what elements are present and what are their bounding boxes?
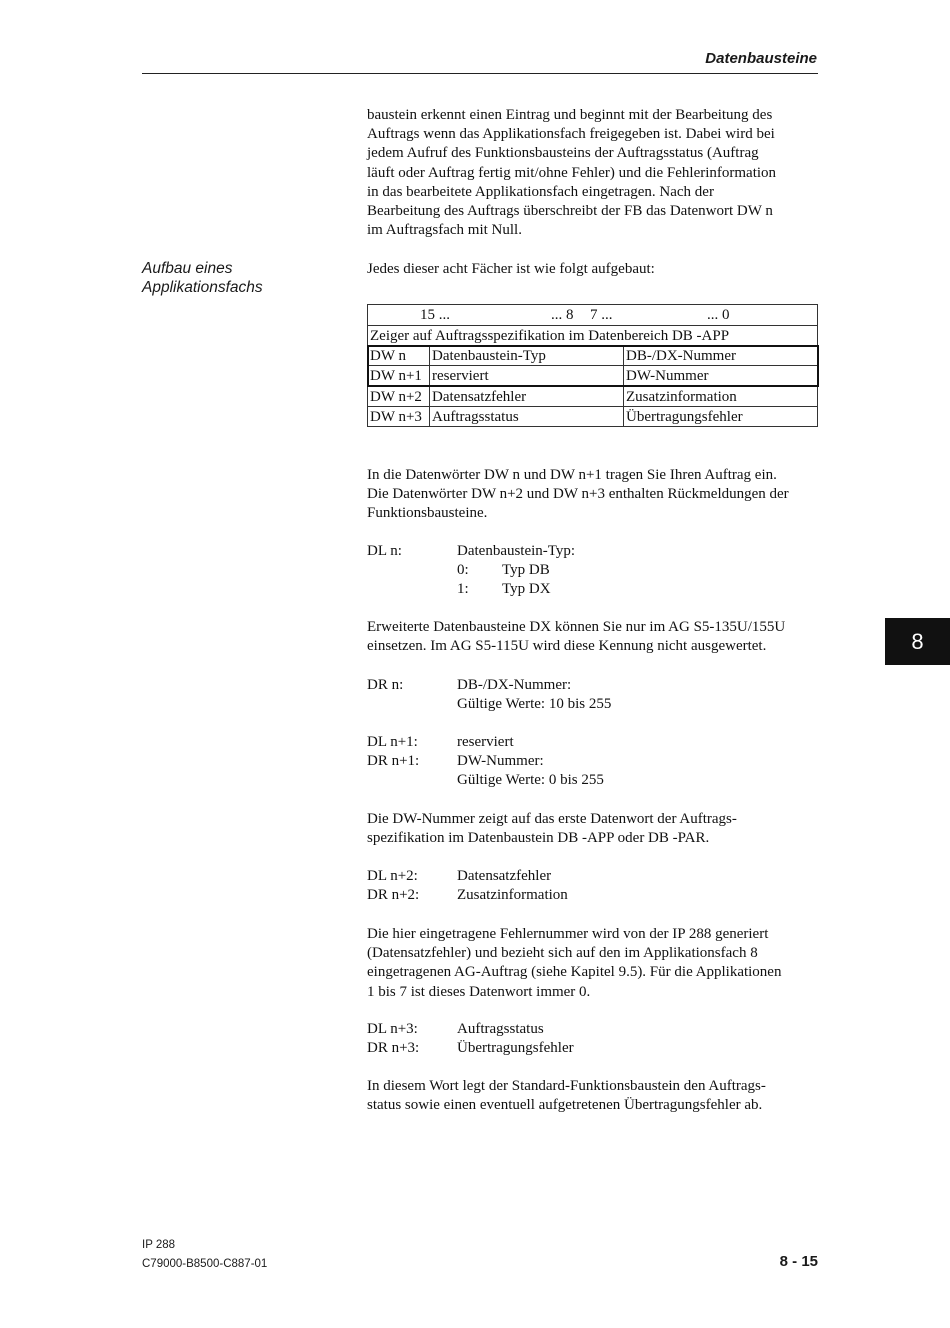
def-value: Auftragsstatus [457, 1021, 544, 1037]
side-heading-line1: Aufbau eines [142, 260, 233, 277]
running-header-title: Datenbausteine [705, 50, 817, 67]
table-row [367, 365, 818, 385]
table-cell-right-byte: DW-Nummer [624, 366, 818, 385]
text-line: Bearbeitung des Auftrags überschreibt der FB das Datenwort DW n [367, 203, 773, 220]
table-cell-left-byte: Auftragsstatus [430, 407, 624, 425]
table-cell-right-byte: Übertragungsfehler [624, 407, 818, 425]
def-code-text: Typ DX [502, 581, 551, 598]
table-cell-left-byte: Datenbaustein-Typ [430, 346, 624, 365]
table-cell-word: DW n+1 [367, 366, 430, 385]
text-line: Die Datenwörter DW n+2 und DW n+3 enthalten Rückmeldungen der [367, 486, 789, 503]
page-number: 8 - 15 [779, 1253, 818, 1270]
def-label: DR n+1: [367, 753, 420, 770]
table-cell-right-byte: Zusatzinformation [624, 387, 818, 406]
footer-product: IP 288 [142, 1239, 176, 1251]
paragraph-5 [367, 1077, 822, 1115]
paragraph-1 [367, 466, 822, 524]
pointer-row-text: Zeiger auf Auftragsspezifikation im Datenbereich DB -APP [370, 328, 730, 344]
text-line: einsetzen. Im AG S5-115U wird diese Kennung nicht ausgewertet. [367, 638, 767, 655]
text-line: Funktionsbausteine. [367, 505, 488, 522]
text-line: 1 bis 7 ist dieses Datenwort immer 0. [367, 983, 591, 1000]
text-line: (Datensatzfehler) und bezieht sich auf den im Applikationsfach 8 [367, 945, 758, 962]
text-line: status sowie einen eventuell aufgetretenen Übertragungsfehler ab. [367, 1097, 763, 1114]
paragraph-4 [367, 925, 822, 1002]
def-value: DB-/DX-Nummer: [457, 677, 572, 693]
table-cell-word: DW n [367, 346, 430, 365]
table-cell-right-byte: DB-/DX-Nummer [624, 346, 818, 365]
text-line: In die Datenwörter DW n und DW n+1 tragen Sie Ihren Auftrag ein. [367, 467, 777, 483]
text-line: läuft oder Auftrag fertig mit/ohne Fehler) und die Fehlerinformation [367, 164, 777, 181]
paragraph-3 [367, 810, 822, 848]
table-row [367, 386, 818, 406]
bit-header-row [367, 304, 818, 325]
def-label: DR n: [367, 677, 404, 693]
text-line: Die DW-Nummer zeigt auf das erste Datenwort der Auftrags- [367, 811, 737, 827]
text-line: In diesem Wort legt der Standard-Funktionsbaustein den Auftrags- [367, 1078, 766, 1094]
bit-0-label: ... 0 [707, 307, 730, 323]
pointer-row [367, 325, 818, 345]
text-line: Jedes dieser acht Fächer ist wie folgt aufgebaut: [367, 261, 655, 277]
bit-7-label: 7 ... [590, 307, 613, 323]
table-cell-left-byte: Datensatzfehler [430, 387, 624, 406]
paragraph-2 [367, 618, 822, 656]
bit-8-label: ... 8 [551, 307, 574, 323]
def-value: Übertragungsfehler [457, 1040, 574, 1057]
data-word-table [367, 304, 818, 427]
header-rule [142, 73, 818, 74]
def-label: DL n+3: [367, 1021, 418, 1037]
text-line: Auftrags wenn das Applikationsfach freigegeben ist. Dabei wird bei [367, 126, 775, 143]
def-value: Gültige Werte: 0 bis 255 [457, 772, 604, 789]
side-heading [142, 259, 263, 297]
def-value: DW-Nummer: [457, 753, 544, 770]
def-label: DL n: [367, 543, 402, 559]
text-line: spezifikation im Datenbaustein DB -APP oder DB -PAR. [367, 830, 710, 847]
text-line: jedem Aufruf des Funktionsbausteins der Auftragsstatus (Auftrag [367, 145, 759, 162]
table-cell-word: DW n+2 [367, 387, 430, 406]
def-value: Datenbaustein-Typ: [457, 543, 576, 559]
table-row [367, 406, 818, 426]
def-value: reserviert [457, 734, 514, 750]
text-line: Erweiterte Datenbausteine DX können Sie nur im AG S5-135U/155U [367, 619, 786, 635]
bit-15-label: 15 ... [420, 307, 450, 323]
text-line: Die hier eingetragene Fehlernummer wird von der IP 288 generiert [367, 926, 769, 942]
footer-info [142, 1236, 267, 1274]
def-code: 1: [457, 581, 469, 598]
def-label: DR n+3: [367, 1040, 420, 1057]
text-line: baustein erkennt einen Eintrag und beginnt mit der Bearbeitung des [367, 107, 773, 123]
def-value: Zusatzinformation [457, 887, 568, 904]
table-cell-word: DW n+3 [367, 407, 430, 425]
intro-paragraph [367, 106, 822, 240]
def-code: 0: [457, 562, 469, 579]
text-line: in das bearbeitete Applikationsfach eingetragen. Nach der [367, 183, 714, 200]
text-line: im Auftragsfach mit Null. [367, 222, 522, 239]
side-heading-line2: Applikationsfachs [142, 279, 263, 296]
table-cell-left-byte: reserviert [430, 366, 624, 385]
chapter-tab-marker: 8 [885, 618, 950, 665]
def-value: Datensatzfehler [457, 868, 552, 884]
text-line: eingetragenen AG-Auftrag (siehe Kapitel 9.5). Für die Applikationen [367, 964, 782, 981]
table-row [367, 345, 818, 365]
def-label: DL n+1: [367, 734, 418, 750]
footer-order-number: C79000-B8500-C887-01 [142, 1258, 268, 1270]
def-value: Gültige Werte: 10 bis 255 [457, 696, 612, 713]
def-label: DL n+2: [367, 868, 418, 884]
def-code-text: Typ DB [502, 562, 550, 579]
section-lead [367, 260, 822, 279]
def-label: DR n+2: [367, 887, 420, 904]
